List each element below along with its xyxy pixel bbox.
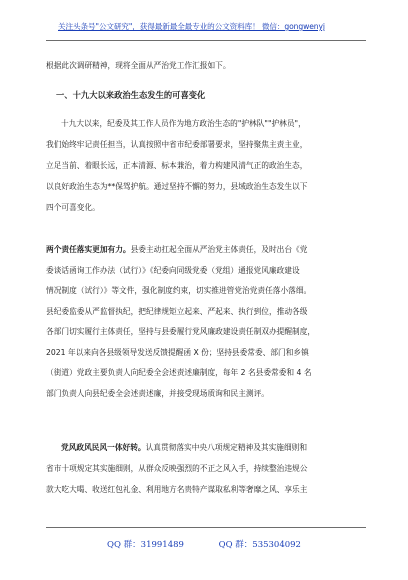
header-banner-link[interactable]: 关注头条号"公文研究"，获得最新最全最专业的公文资料库！ 微信：gongwenyj <box>58 22 325 31</box>
footer-divider <box>46 527 366 528</box>
footer-qq-group-1: QQ 群：31991489 <box>107 540 184 550</box>
section-heading: 一、十九大以来政治生态发生的可喜变化 <box>56 90 206 100</box>
paragraph-3-line: 省市十项规定其实施细则，从群众反映强烈的不正之风入手，持续整治违规公 <box>46 464 308 473</box>
paragraph-3-lead: 党风政风民风一体好转。 <box>61 443 146 452</box>
intro-line <box>46 60 366 71</box>
paragraph-2-line: （街道）党政主要负责人向纪委全会述责述廉制度，每年 2 名县委常委和 4 名 <box>46 368 312 377</box>
paragraph-1-line: 立足当前、着眼长远，正本清源、标本兼治，着力构建风清气正的政治生态， <box>46 161 308 170</box>
footer <box>0 538 408 550</box>
paragraph-1-line: 我们始终牢记责任担当，认真按照中省市纪委部署要求，坚持聚焦主责主业， <box>46 140 308 149</box>
paragraph-1-line: 以良好政治生态为**保驾护航。通过坚持不懈的努力，县域政治生态发生以下 <box>46 182 308 191</box>
paragraph-1-line: 十九大以来，纪委及其工作人员作为地方政治生态的"护林队""护林员"， <box>61 119 306 128</box>
paragraph-1-line: 四个可喜变化。 <box>46 203 100 212</box>
header-divider <box>46 40 366 41</box>
paragraph-2-line: 委谈话函询工作办法（试行）》《纪委向同级党委（党组）通报党风廉政建设 <box>46 265 300 275</box>
paragraph-2-line: 2021 年以来向各县级领导发送反馈提醒函 X 份；坚持县委常委、部门和乡镇 <box>46 347 309 357</box>
paragraph-2-lead: 两个责任落实更加有力。 <box>46 245 131 254</box>
paragraph-2-line: 县委主动扛起全面从严治党主体责任，及时出台《党 <box>130 245 308 254</box>
paragraph-3 <box>46 437 366 500</box>
footer-qq-group-2: QQ 群：535304092 <box>218 540 301 550</box>
paragraph-2-line: 县纪委监委从严监督执纪，把纪律规矩立起来、严起来、执行到位，推动各级 <box>46 306 308 316</box>
paragraph-2-line: 各部门切实履行主体责任，坚持与县委履行党风廉政建设责任制双办提醒制度， <box>46 327 316 336</box>
paragraph-2-line: 情况制度（试行）》等文件，强化制度约束，切实推进管党治党责任落小落细。 <box>46 286 312 295</box>
paragraph-3-line: 认真贯彻落实中央八项规定精神及其实施细则和 <box>145 443 308 452</box>
paragraph-3-line: 款大吃大喝、收送红包礼金、利用地方名贵特产谋取私利等奢靡之风、享乐主 <box>46 485 308 494</box>
paragraph-2 <box>46 240 366 404</box>
paragraph-1 <box>46 113 366 218</box>
paragraph-2-line: 部门负责人向县纪委全会述责述廉，并接受现场质询和民主测评。 <box>46 388 269 398</box>
intro-text: 根据此次调研精神，现将全面从严治党工作汇报如下。 <box>46 61 231 70</box>
